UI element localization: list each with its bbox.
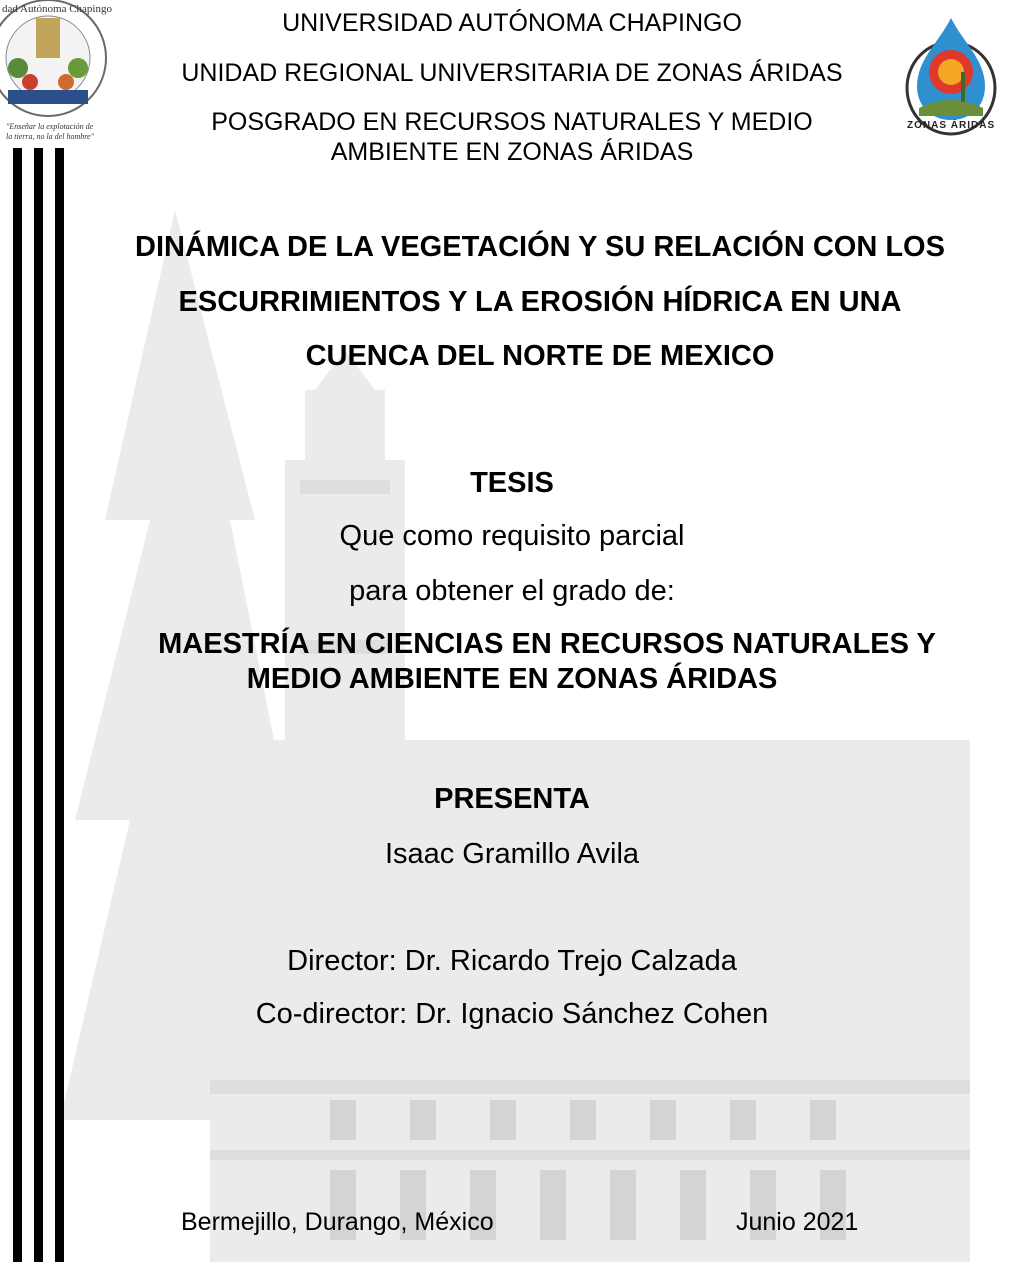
director: Director: Dr. Ricardo Trejo Calzada (287, 945, 737, 977)
author-name: Isaac Gramillo Avila (384, 838, 640, 870)
presenta-label: PRESENTA (434, 783, 590, 815)
requirement-line1: Que como requisito parcial (339, 520, 685, 552)
zonas-aridas-ring-text: ZONAS ÁRIDAS (907, 120, 996, 131)
requirement-line2: para obtener el grado de: (349, 575, 675, 607)
chapingo-ring-text: dad Autónoma Chapingo (2, 3, 112, 15)
thesis-title-line2: ESCURRIMIENTOS Y LA EROSIÓN HÍDRICA EN UNA (178, 286, 902, 318)
header-program-line1: POSGRADO EN RECURSOS NATURALES Y MEDIO (211, 108, 813, 136)
thesis-title-line1: DINÁMICA DE LA VEGETACIÓN Y SU RELACIÓN CON LOS (135, 231, 945, 263)
header-program-line2: AMBIENTE EN ZONAS ÁRIDAS (330, 138, 694, 166)
vertical-bar-1 (13, 148, 22, 1262)
degree-line1: MAESTRÍA EN CIENCIAS EN RECURSOS NATURALES Y (158, 628, 936, 660)
chapingo-motto-line2: la tierra, no la del hombre" (6, 132, 94, 141)
header-unit: UNIDAD REGIONAL UNIVERSITARIA DE ZONAS ÁRIDAS (181, 59, 843, 87)
degree-line2: MEDIO AMBIENTE EN ZONAS ÁRIDAS (246, 663, 778, 695)
footer-date: Junio 2021 (736, 1208, 859, 1236)
codirector: Co-director: Dr. Ignacio Sánchez Cohen (255, 998, 769, 1030)
header-university: UNIVERSIDAD AUTÓNOMA CHAPINGO (282, 9, 742, 37)
thesis-title-line3: CUENCA DEL NORTE DE MEXICO (305, 340, 775, 372)
footer-place: Bermejillo, Durango, México (181, 1208, 494, 1236)
chapingo-motto-line1: "Enseñar la explotación de (6, 122, 94, 131)
tesis-label: TESIS (470, 467, 554, 499)
